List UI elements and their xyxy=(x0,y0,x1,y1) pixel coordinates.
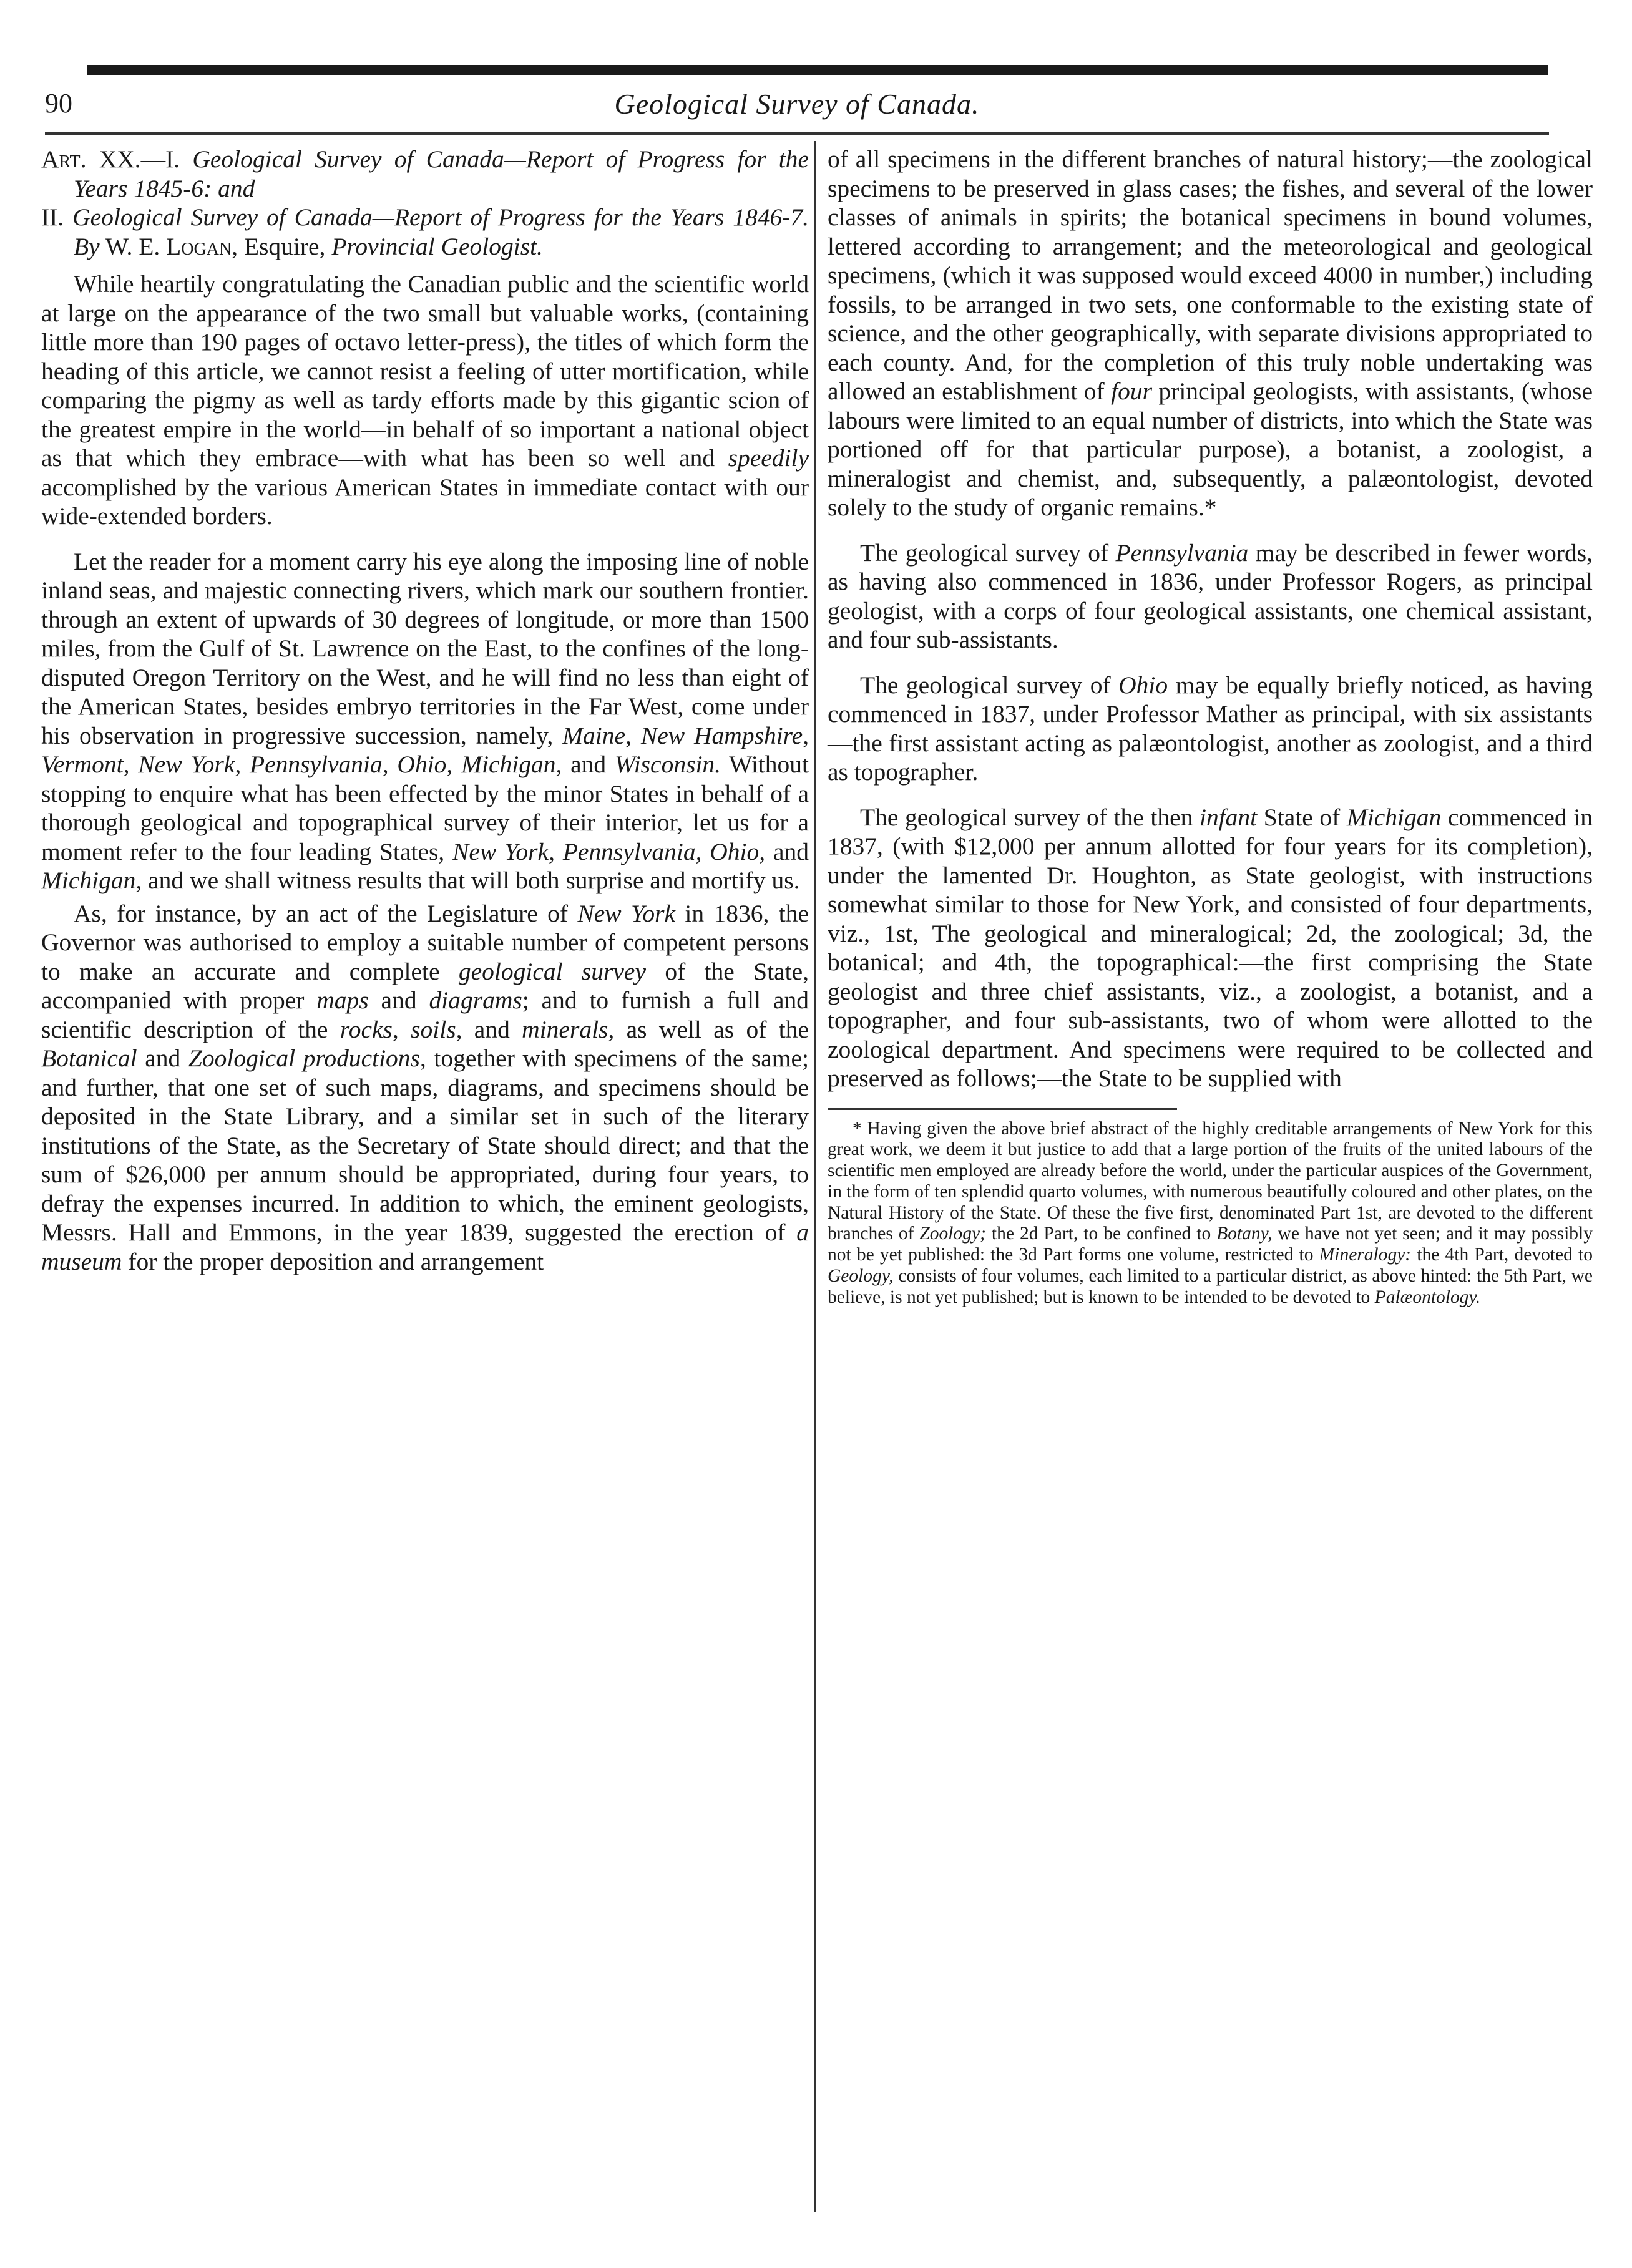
page-number: 90 xyxy=(45,88,72,119)
title-report-two: Geological Survey of Canada—Report of Progress for the Years 1846-7. By xyxy=(72,203,809,260)
paragraph-2: Let the reader for a moment carry his eye along the imposing line of noble inland seas, and majestic connecting rivers, which mark our southern frontier. through an extent of upwards of 30 degrees of longitude, or more than 1500 miles, from the Gulf of St. Lawrence on the East, to the confines of the long-disputed Oregon Territory on the West, and he will find no less than eight of the American States, besides embryo territories in the Far West, come under his observation in progressive succession, namely, Maine, New Hampshire, Vermont, New York, Pennsylvania, Ohio, Michigan, and Wisconsin. Without stopping to enquire what has been effected by the minor States in behalf of a thorough geological and topographical survey of their interior, let us for a moment refer to the four leading States, New York, Pennsylvania, Ohio, and Michigan, and we shall witness results that will both surprise and mortify us. xyxy=(41,547,809,894)
title-part-one xyxy=(41,145,809,203)
column-divider xyxy=(814,141,816,2212)
title-part-two xyxy=(41,203,809,261)
right-column xyxy=(828,145,1593,1308)
paragraph-michigan: The geological survey of the then infant State of Michigan commenced in 1837, (with $12,000 per annum allotted for four years for its completion), under the lamented Dr. Houghton, as State geologist, with instructions somewhat similar to those for New York, and consisted of four departments, viz., 1st, The geological and mineralogical; 2d, the zoological; 3d, the botanical; and 4th, the topographical:—the first comprising the State geologist and three chief assistants, viz., a zoologist, a botanist, and a topographer, and four sub-assistants, two of whom were allotted to the zoological department. And specimens were required to be collected and preserved as follows;—the State to be supplied with xyxy=(828,803,1593,1092)
top-rule xyxy=(87,65,1548,75)
page-header xyxy=(45,87,1549,131)
title-numeral-two: II. xyxy=(41,203,73,231)
author-title: , Esquire, xyxy=(232,232,332,260)
article-number: Art. XX.—I. xyxy=(41,145,193,173)
header-rule xyxy=(45,132,1549,135)
author-role: Provincial Geologist. xyxy=(331,232,543,260)
footnote-rule xyxy=(828,1108,1177,1110)
paragraph-3-continued: of all specimens in the different branches of natural history;—the zoological specimens to be preserved in glass cases; the fishes, and several of the lower classes of animals in spirits; the botanical specimens in bound volumes, lettered according to arrangement; and the meteorological and geological specimens, (which it was supposed would exceed 4000 in number,) including fossils, to be arranged in two sets, one conformable to the existing state of science, and the other geographically, with separate divisions appropriated to each county. And, for the completion of this truly noble undertaking was allowed an establishment of four principal geologists, with assistants, (whose labours were limited to an equal number of districts, into which the State was portioned off for that particular purpose), a botanist, a zoologist, a mineralogist and chemist, and, subsequently, a palæontologist, devoted solely to the study of organic remains.* xyxy=(828,145,1593,521)
footnote: * Having given the above brief abstract of the highly creditable arrangements of New York for this great work, we deem it but justice to add that a large portion of the fruits of the united labours of the scientific men employed are already before the world, under the particular auspices of the Government, in the form of ten splendid quarto volumes, with numerous beautifully coloured and other plates, on the Natural History of the State. Of these the five first, denominated Part 1st, are devoted to the different branches of Zoology; the 2d Part, to be confined to Botany, we have not yet seen; and it may possibly not be yet published: the 3d Part forms one volume, restricted to Mineralogy: the 4th Part, devoted to Geology, consists of four volumes, each limited to a particular district, as above hinted: the 5th Part, we believe, is not yet published; but is known to be intended to be devoted to Palæontology. xyxy=(828,1118,1593,1307)
author-initials: W. E. xyxy=(99,232,167,260)
paragraph-ohio: The geological survey of Ohio may be equally briefly noticed, as having commenced in 1837, under Professor Mather as principal, with six assistants—the first assistant acting as palæontologist, another as zoologist, and a third as topographer. xyxy=(828,671,1593,786)
paragraph-pennsylvania: The geological survey of Pennsylvania may be described in fewer words, as having also commenced in 1836, under Professor Rogers, as principal geologist, with a corps of four geological assistants, one chemical assistant, and four sub-assistants. xyxy=(828,538,1593,653)
left-column xyxy=(41,145,809,1276)
author-surname: Logan xyxy=(166,232,232,260)
paragraph-1: While heartily congratulating the Canadian public and the scientific world at large on the appearance of the two small but valuable works, (containing little more than 190 pages of octavo letter-press), the titles of which form the heading of this article, we cannot resist a feeling of utter mortification, while comparing the pigmy as well as tardy efforts made by this gigantic scion of the greatest empire in the world—in behalf of so important a national object as that which they embrace—with what has been so well and speedily accomplished by the various American States in immediate contact with our wide-extended borders. xyxy=(41,270,809,530)
paragraph-3: As, for instance, by an act of the Legislature of New York in 1836, the Governor was authorised to employ a suitable number of competent persons to make an accurate and complete geological survey of the State, accompanied with proper maps and diagrams; and to furnish a full and scientific description of the rocks, soils, and minerals, as well as of the Botanical and Zoological productions, together with specimens of the same; and further, that one set of such maps, diagrams, and specimens should be deposited in the State Library, and a similar set in such of the literary institutions of the State, as the Secretary of State should direct; and that the sum of $26,000 per annum should be appropriated, during four years, to defray the expenses incurred. In addition to which, the eminent geologists, Messrs. Hall and Emmons, in the year 1839, suggested the erection of a museum for the proper deposition and arrangement xyxy=(41,899,809,1275)
running-title: Geological Survey of Canada. xyxy=(614,88,980,120)
article-title xyxy=(41,145,809,261)
title-report-one: Geological Survey of Canada—Report of Progress for the Years 1845-6: and xyxy=(74,145,809,202)
